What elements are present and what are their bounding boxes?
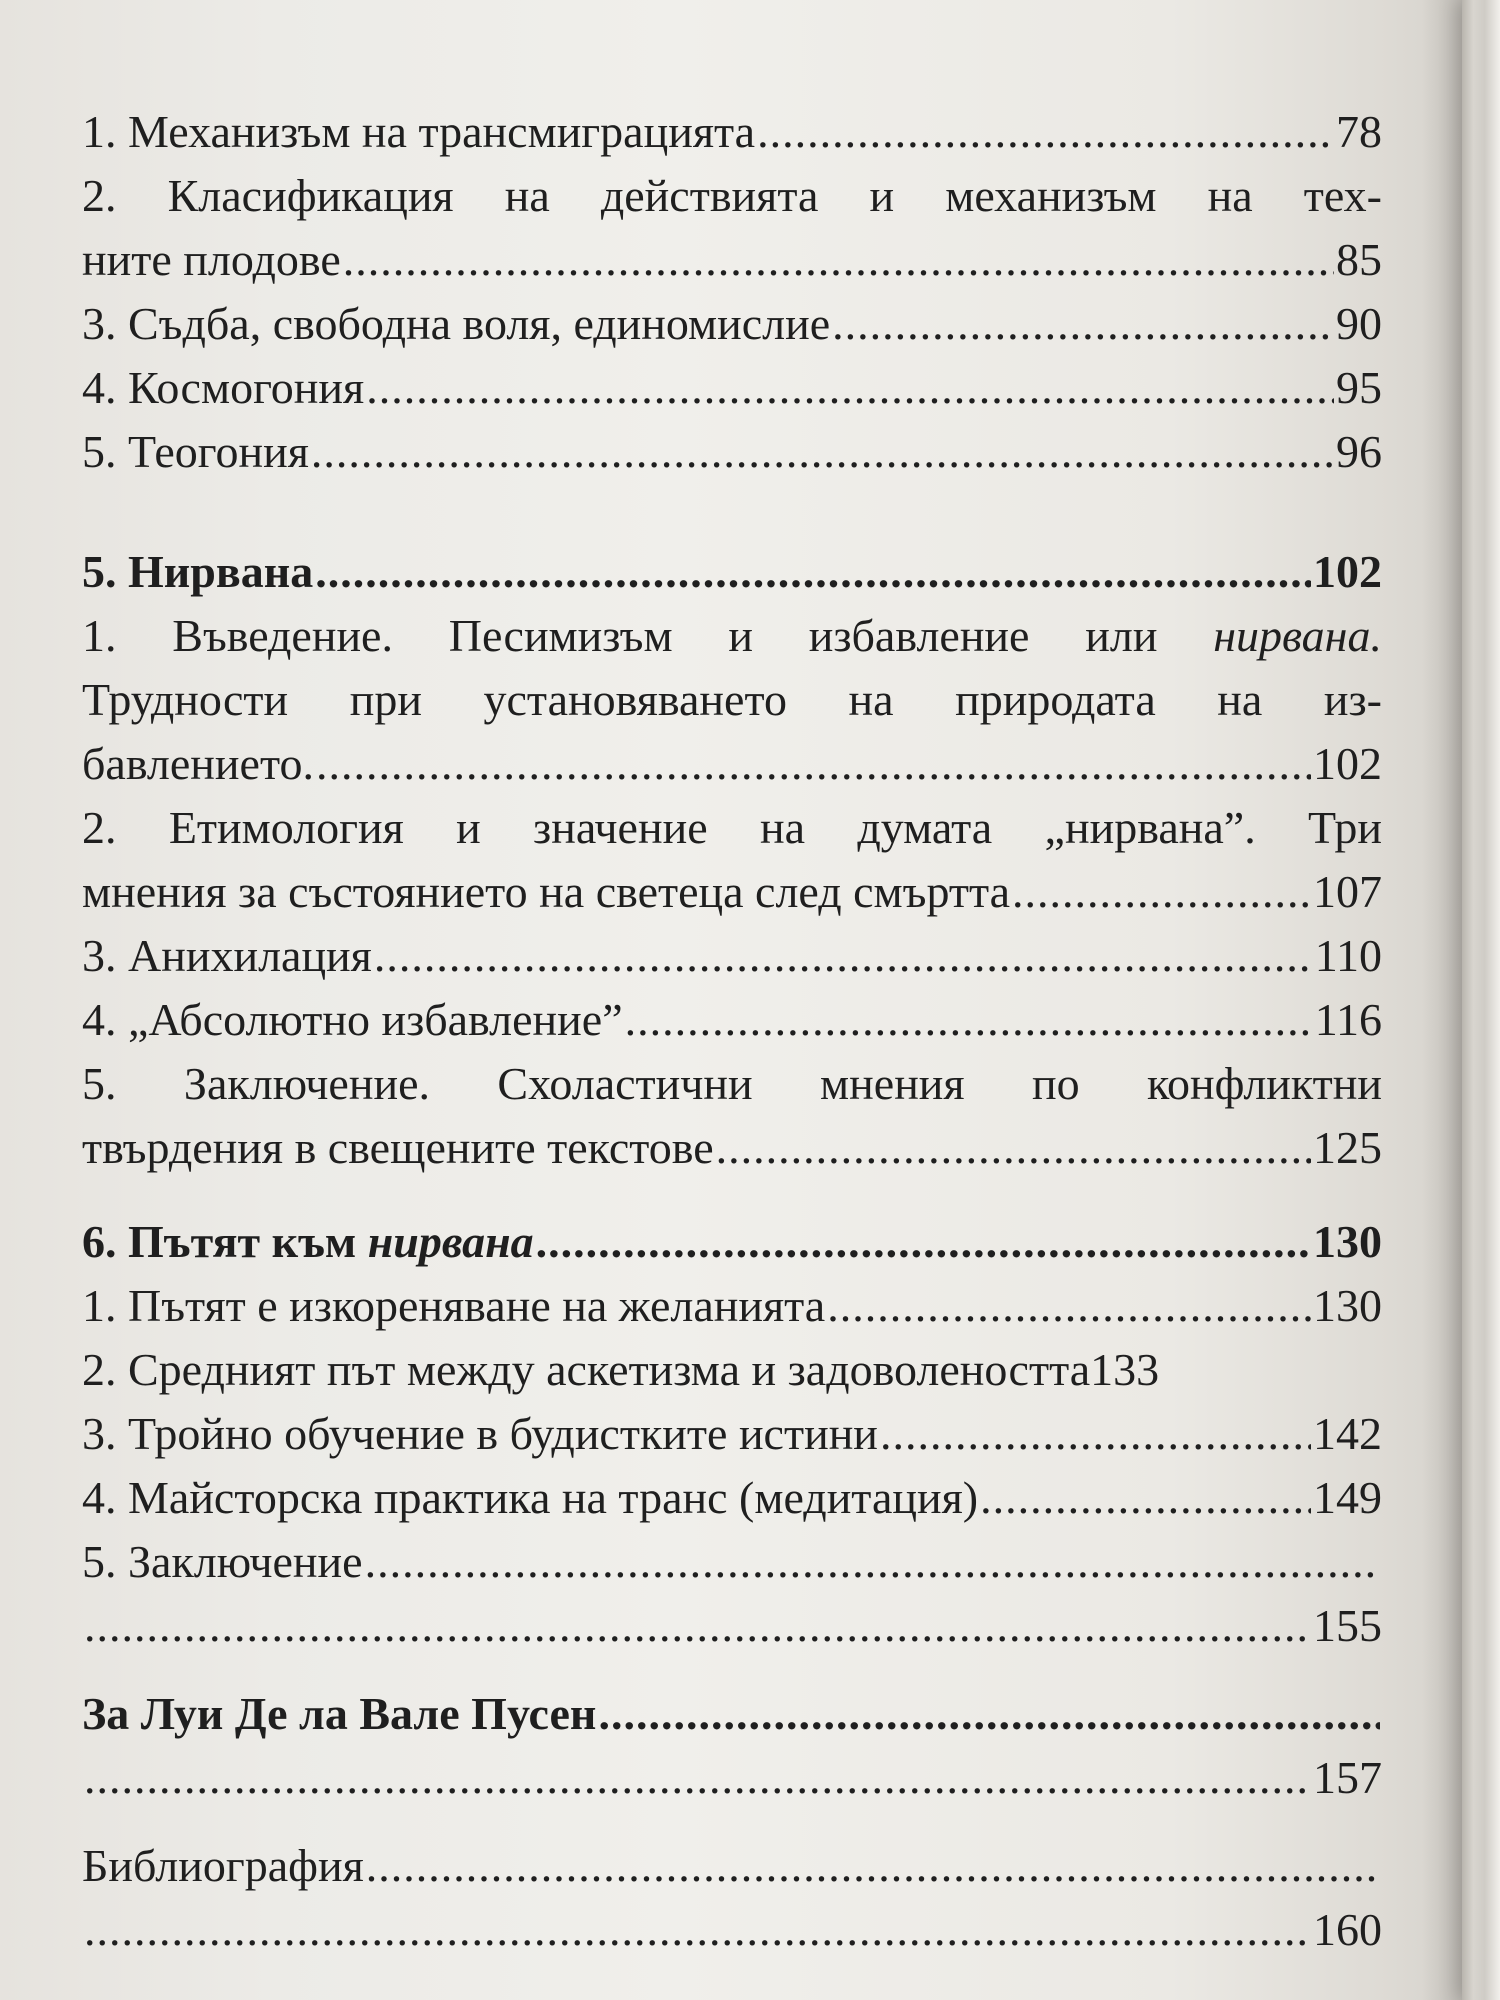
toc-entry bbox=[82, 1466, 1382, 1530]
chapter-title: 6. Пътят към нирвана bbox=[82, 1216, 534, 1267]
toc-entry-title-cont: Трудности при установяването на природата на из- bbox=[82, 674, 1382, 725]
toc-entry-title: 4. Майсторска практика на транс (медитация) bbox=[82, 1472, 979, 1523]
leader-dots bbox=[366, 1834, 1380, 1898]
table-of-contents bbox=[82, 100, 1382, 1962]
toc-page-number: 130 bbox=[1313, 1280, 1382, 1331]
toc-page-number: 78 bbox=[1336, 106, 1382, 157]
leader-dots bbox=[1012, 860, 1311, 924]
leader-dots bbox=[84, 1594, 1311, 1658]
next-page-shadow bbox=[1422, 0, 1462, 2000]
toc-entry bbox=[82, 604, 1382, 796]
toc-entry bbox=[82, 100, 1382, 164]
leader-dots bbox=[316, 732, 1311, 796]
toc-entry bbox=[82, 1338, 1382, 1402]
toc-entry-title: 3. Анихилация bbox=[82, 930, 372, 981]
leader-dots bbox=[757, 100, 1334, 164]
leader-dots bbox=[827, 1274, 1311, 1338]
toc-page-number: 142 bbox=[1313, 1408, 1382, 1459]
chapter-heading bbox=[82, 540, 1382, 604]
toc-page-number: 157 bbox=[1313, 1752, 1382, 1803]
toc-entry-bibliography bbox=[82, 1834, 1382, 1962]
leader-dots bbox=[84, 1898, 1311, 1962]
toc-page-number: 149 bbox=[1313, 1472, 1382, 1523]
toc-page-number: 95 bbox=[1336, 362, 1382, 413]
toc-page-number: 110 bbox=[1314, 930, 1382, 981]
leader-dots bbox=[536, 1210, 1311, 1274]
leader-dots bbox=[880, 1402, 1311, 1466]
toc-page-number: 90 bbox=[1336, 298, 1382, 349]
toc-entry-about bbox=[82, 1682, 1382, 1810]
toc-page-number: 125 bbox=[1313, 1122, 1382, 1173]
chapter-title: 5. Нирвана bbox=[82, 546, 314, 597]
toc-entry-title: 4. „Абсолютно избавление” bbox=[82, 994, 623, 1045]
toc-entry-title: 3. Тройно обучение в будистките истини bbox=[82, 1408, 878, 1459]
leader-dots bbox=[315, 540, 1311, 604]
toc-page-number: 85 bbox=[1336, 234, 1382, 285]
toc-entry-title: За Луи Де ла Вале Пусен bbox=[82, 1688, 597, 1739]
toc-entry-title: 1. Въведение. Песимизъм и избавление или нирвана. bbox=[82, 610, 1382, 661]
toc-page-number: 130 bbox=[1313, 1216, 1382, 1267]
leader-dots bbox=[366, 356, 1334, 420]
toc-entry-title-cont: твърдения в свещените текстове bbox=[82, 1122, 714, 1173]
leader-dots bbox=[598, 1682, 1380, 1746]
toc-entry-title: 1. Пътят е изкореняване на желанията bbox=[82, 1280, 826, 1331]
toc-entry-title: 5. Теогония bbox=[82, 426, 309, 477]
toc-entry bbox=[82, 1530, 1382, 1658]
toc-page-number: 107 bbox=[1313, 866, 1382, 917]
toc-entry bbox=[82, 292, 1382, 356]
toc-entry bbox=[82, 420, 1382, 484]
leader-dots bbox=[365, 1530, 1380, 1594]
toc-entry-title: 3. Съдба, свободна воля, единомислие bbox=[82, 298, 831, 349]
toc-entry-title: 5. Заключение bbox=[82, 1536, 363, 1587]
leader-dots bbox=[980, 1466, 1311, 1530]
toc-entry bbox=[82, 164, 1382, 292]
toc-entry bbox=[82, 356, 1382, 420]
chapter-heading bbox=[82, 1210, 1382, 1274]
leader-dots bbox=[716, 1116, 1311, 1180]
toc-entry-title: 5. Заключение. Схоластични мнения по конфликтни bbox=[82, 1058, 1382, 1109]
toc-page-number: 160 bbox=[1313, 1904, 1382, 1955]
leader-dots bbox=[343, 228, 1334, 292]
leader-dots bbox=[625, 988, 1313, 1052]
leader-dots bbox=[374, 924, 1313, 988]
toc-page-number: 133 bbox=[1090, 1344, 1160, 1395]
toc-entry bbox=[82, 796, 1382, 924]
toc-page-number: 102 bbox=[1313, 738, 1382, 789]
leader-dots bbox=[311, 420, 1334, 484]
toc-page-number: 96 bbox=[1336, 426, 1382, 477]
toc-page-number: 102 bbox=[1313, 546, 1382, 597]
toc-page-number: 155 bbox=[1313, 1600, 1382, 1651]
toc-entry-title-cont: ните плодове bbox=[82, 234, 341, 285]
toc-page-number: 116 bbox=[1314, 994, 1382, 1045]
toc-entry-title-cont: бавлението. bbox=[82, 738, 314, 789]
toc-entry-title: Библиография bbox=[82, 1840, 364, 1891]
toc-entry-title: 2. Класификация на действията и механизъм на тех- bbox=[82, 170, 1382, 221]
toc-entry bbox=[82, 1274, 1382, 1338]
next-page-edge bbox=[1462, 0, 1500, 2000]
leader-dots bbox=[84, 1746, 1311, 1810]
toc-entry-title: 2. Средният път между аскетизма и задоволеността bbox=[82, 1344, 1091, 1395]
toc-entry-title-cont: мнения за състоянието на светеца след смъртта bbox=[82, 866, 1011, 917]
toc-entry-title: 2. Етимология и значение на думата „нирвана”. Три bbox=[82, 802, 1382, 853]
leader-dots bbox=[832, 292, 1334, 356]
toc-entry-title: 1. Механизъм на трансмиграцията bbox=[82, 106, 756, 157]
toc-entry bbox=[82, 1052, 1382, 1180]
toc-entry bbox=[82, 924, 1382, 988]
toc-entry bbox=[82, 988, 1382, 1052]
toc-entry bbox=[82, 1402, 1382, 1466]
toc-entry-title: 4. Космогония bbox=[82, 362, 365, 413]
